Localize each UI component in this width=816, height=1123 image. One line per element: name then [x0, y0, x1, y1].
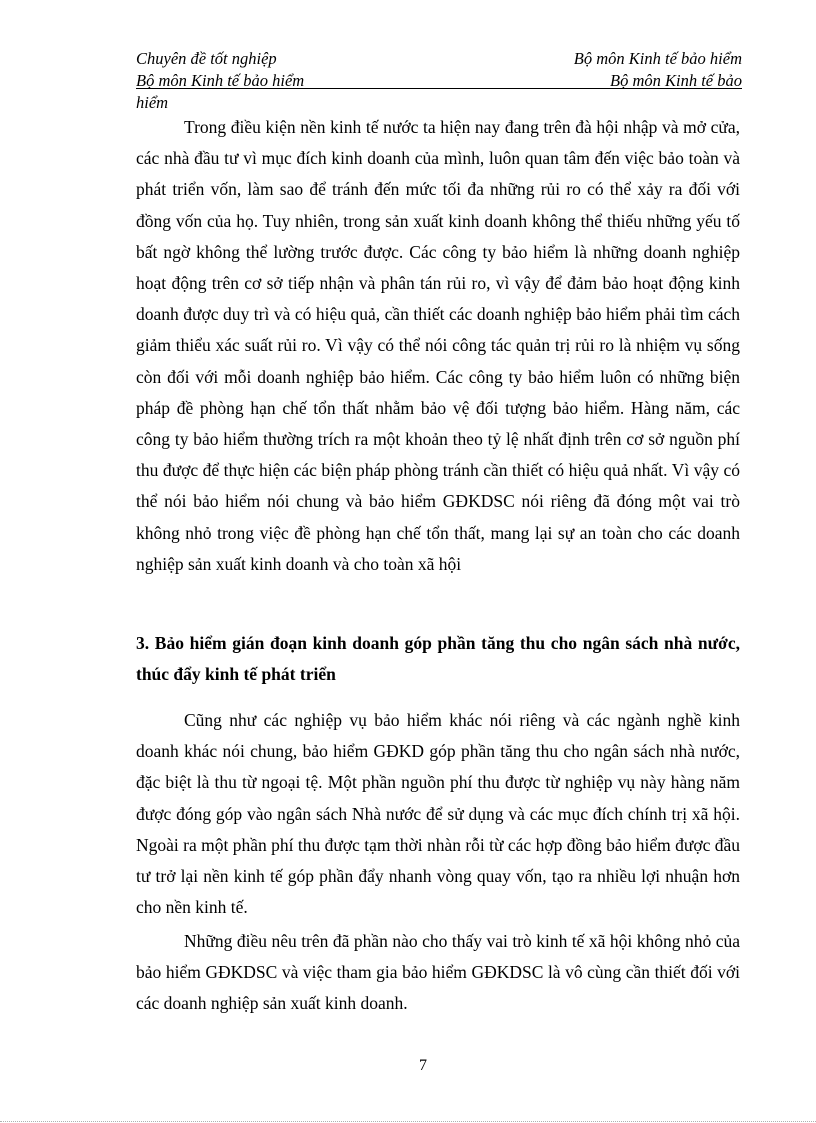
section-heading: 3. Bảo hiểm gián đoạn kinh doanh góp phần tăng thu cho ngân sách nhà nước, thúc đẩy kinh tế phát triển — [136, 633, 740, 685]
header-department-right: Bộ môn Kinh tế bảo — [610, 71, 742, 90]
header-rule — [136, 88, 742, 89]
body-paragraph: Những điều nêu trên đã phần nào cho thấy vai trò kinh tế xã hội không nhỏ của bảo hiểm GĐKDSC và việc tham gia bảo hiểm GĐKDSC là vô cùng cần thiết đối với các doanh nghiệp sản xuất kinh doanh. — [136, 931, 740, 1014]
header-department-left: Bộ môn Kinh tế bảo hiểm — [136, 71, 305, 90]
body-paragraph: Cũng như các nghiệp vụ bảo hiểm khác nói riêng và các ngành nghề kinh doanh khác nói chung, bảo hiểm GĐKD góp phần tăng thu cho ngân sách nhà nước, đặc biệt là thu từ ngoại tệ. Một phần nguồn phí thu được từ nghiệp vụ này hàng năm được đóng góp vào ngân sách Nhà nước để sử dụng và các mục đích chính trị xã hội. Ngoài ra một phần phí thu được tạm thời nhàn rỗi từ các hợp đồng bảo hiểm được đầu tư trở lại nền kinh tế góp phần đẩy nhanh vòng quay vốn, tạo ra nhiều lợi nhuận hơn cho nền kinh tế. — [136, 710, 740, 918]
header-thesis-label: Chuyên đề tốt nghiệp — [136, 49, 277, 68]
body-paragraph-1-block — [136, 112, 740, 580]
body-paragraph-2-block — [136, 705, 740, 923]
section-heading-block — [136, 628, 740, 690]
body-paragraph: Trong điều kiện nền kinh tế nước ta hiện nay đang trên đà hội nhập và mở cửa, các nhà đầu tư vì mục đích kinh doanh của mình, luôn quan tâm đến việc bảo toàn và phát triển vốn, làm sao để tránh đến mức tối đa những rủi ro có thể xảy ra đối với đồng vốn của họ. Tuy nhiên, trong sản xuất kinh doanh không thể thiếu những yếu tố bất ngờ không thể lường trước được. Các công ty bảo hiểm là những doanh nghiệp hoạt động trên cơ sở tiếp nhận và phân tán rủi ro, vì vậy để đảm bảo hoạt động kinh doanh được duy trì và có hiệu quả, cần thiết các doanh nghiệp bảo hiểm phải tìm cách giảm thiểu xác suất rủi ro. Vì vậy có thể nói công tác quản trị rủi ro là nhiệm vụ sống còn đối với mỗi doanh nghiệp bảo hiểm. Các công ty bảo hiểm luôn có những biện pháp đề phòng hạn chế tổn thất nhằm bảo vệ đối tượng bảo hiểm. Hàng năm, các công ty bảo hiểm thường trích ra một khoản theo tỷ lệ nhất định trên cơ sở nguồn phí thu được để thực hiện các biện pháp phòng tránh cần thiết có hiệu quả nhất. Vì vậy có thể nói bảo hiểm nói chung và bảo hiểm GĐKDSC nói riêng đã đóng một vai trò không nhỏ trong việc đề phòng hạn chế tổn thất, mang lại sự an toàn cho các doanh nghiệp sản xuất kinh doanh và cho toàn xã hội — [136, 117, 740, 574]
body-paragraph-3-block — [136, 926, 740, 1020]
header-department-label: Bộ môn Kinh tế bảo hiểm — [573, 49, 742, 68]
page-number: 7 — [419, 1057, 427, 1074]
header-wrap-word: hiểm — [136, 93, 169, 112]
running-header-line-1 — [136, 49, 742, 69]
page-bottom-rule — [0, 1121, 816, 1122]
